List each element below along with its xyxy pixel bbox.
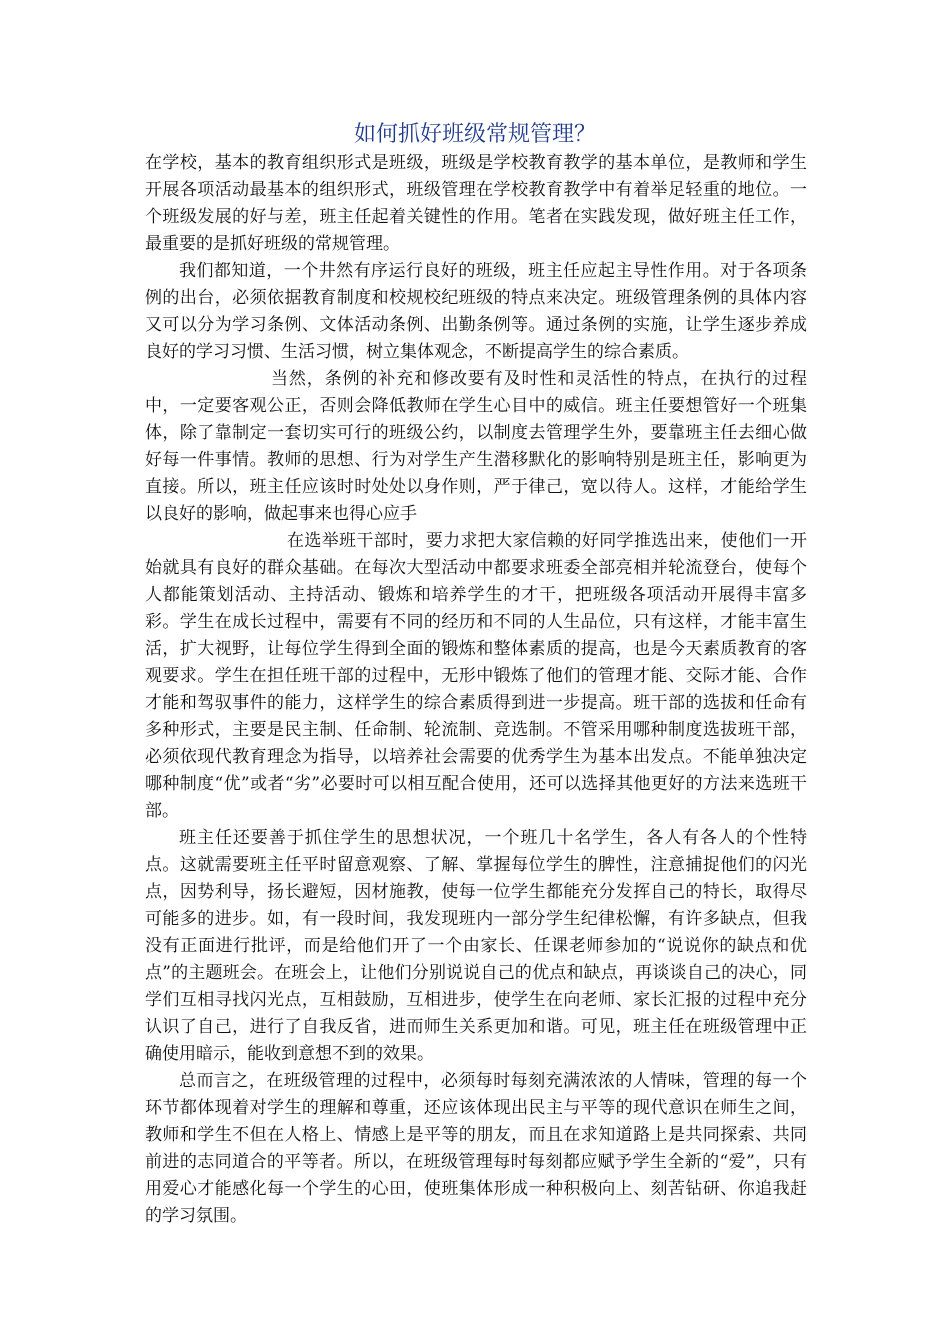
paragraph: 班主任还要善于抓住学生的思想状况，一个班几十名学生，各人有各人的个性特点。这就需要班主任平时留意观察、了解、掌握每位学生的脾性，注意捕捉他们的闪光点，因势利导，扬长避短，因材施教，使每一位学生都能充分发挥自己的特长，取得尽可能多的进步。如，有一段时间，我发现班内一部分学生纪律松懈，有许多缺点，但我没有正面进行批评，而是给他们开了一个由家长、任课老师参加的“说说你的缺点和优点”的主题班会。在班会上，让他们分别说说自己的优点和缺点，再谈谈自己的决心，同学们互相寻找闪光点，互相鼓励，互相进步，使学生在向老师、家长汇报的过程中充分认识了自己，进行了自我反省，进而师生关系更加和谐。可见，班主任在班级管理中正确使用暗示，能收到意想不到的效果。 (145, 828, 807, 1064)
paragraph: 在学校，基本的教育组织形式是班级，班级是学校教育教学的基本单位，是教师和学生开展各项活动最基本的组织形式，班级管理在学校教育教学中有着举足轻重的地位。一个班级发展的好与差，班主任起着关键性的作用。笔者在实践发现，做好班主任工作，最重要的是抓好班级的常规管理。 (145, 153, 807, 254)
document-title: 如何抓好班级常规管理？ (353, 122, 596, 147)
document-body (145, 150, 807, 1230)
paragraph: 在选举班干部时，要力求把大家信赖的好同学推选出来，使他们一开始就具有良好的群众基础。在每次大型活动中都要求班委全部亮相并轮流登台，使每个人都能策划活动、主持活动、锻炼和培养学生的才干，把班级各项活动开展得丰富多彩。学生在成长过程中，需要有不同的经历和不同的人生品位，只有这样，才能丰富生活，扩大视野，让每位学生得到全面的锻炼和整体素质的提高，也是今天素质教育的客观要求。学生在担任班干部的过程中，无形中锻炼了他们的管理才能、交际才能、合作才能和驾驭事件的能力，这样学生的综合素质得到进一步提高。班干部的选拔和任命有多种形式，主要是民主制、任命制、轮流制、竞选制。不管采用哪种制度选拔班干部，必须依现代教育理念为指导，以培养社会需要的优秀学生为基本出发点。不能单独决定哪种制度“优”或者“劣”必要时可以相互配合使用，还可以选择其他更好的方法来选班干部。 (145, 531, 807, 821)
paragraph: 我们都知道，一个井然有序运行良好的班级，班主任应起主导性作用。对于各项条例的出台，必须依据教育制度和校规校纪班级的特点来决定。班级管理条例的具体内容又可以分为学习条例、文体活动条例、出勤条例等。通过条例的实施，让学生逐步养成良好的学习习惯、生活习惯，树立集体观念，不断提高学生的综合素质。 (145, 261, 807, 362)
paragraph: 当然，条例的补充和修改要有及时性和灵活性的特点，在执行的过程中，一定要客观公正，否则会降低教师在学生心目中的威信。班主任要想管好一个班集体，除了靠制定一套切实可行的班级公约，以制度去管理学生外，要靠班主任去细心做好每一件事情。教师的思想、行为对学生产生潜移默化的影响特别是班主任，影响更为直接。所以，班主任应该时时处处以身作则，严于律己，宽以待人。这样，才能给学生以良好的影响，做起事来也得心应手 (145, 369, 807, 524)
paragraph: 总而言之，在班级管理的过程中，必须每时每刻充满浓浓的人情味，管理的每一个环节都体现着对学生的理解和尊重，还应该体现出民主与平等的现代意识在师生之间，教师和学生不但在人格上、情感上是平等的朋友，而且在求知道路上是共同探索、共同前进的志同道合的平等者。所以，在班级管理每时每刻都应赋予学生全新的“爱”，只有用爱心才能感化每一个学生的心田，使班集体形成一种积极向上、刻苦钻研、你追我赶的学习氛围。 (145, 1071, 807, 1226)
